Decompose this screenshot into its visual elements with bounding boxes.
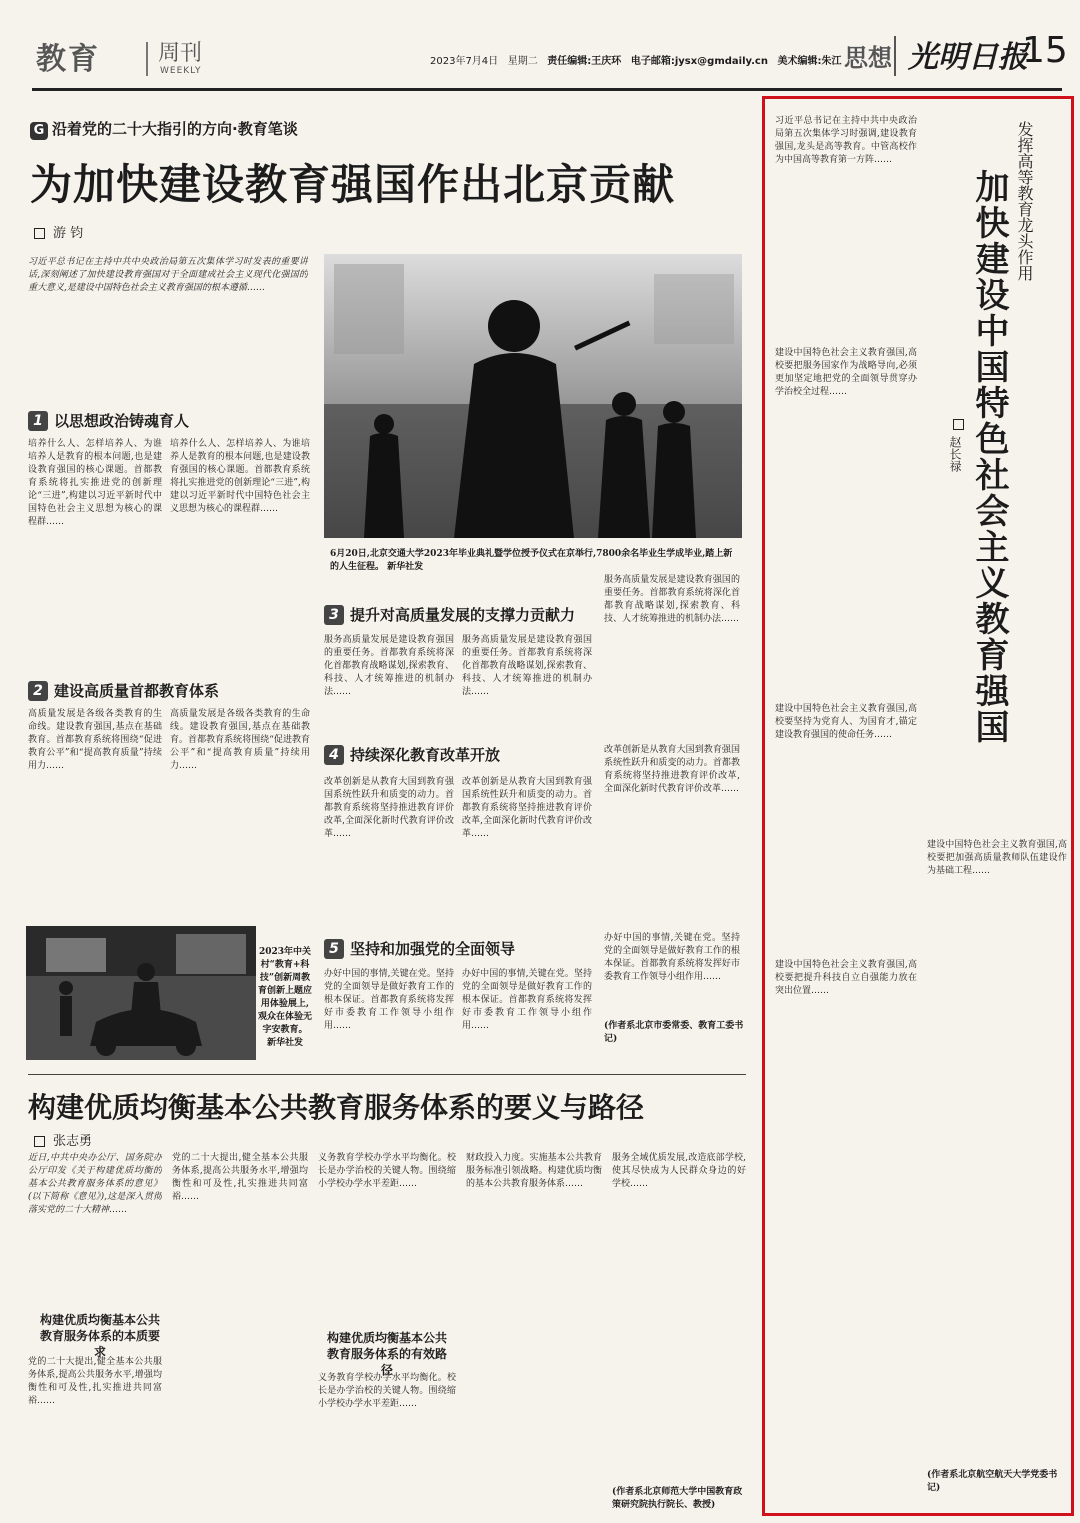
weekly-label-en: WEEKLY <box>160 66 202 76</box>
section-number: 2 <box>28 681 48 701</box>
article3-author: 赵长禄 <box>948 436 962 472</box>
article3-lead: 习近平总书记在主持中共中央政治局第五次集体学习时强调,建设教育强国,龙头是高等教育。中管高校作为中国高等教育第一方阵…… <box>775 116 917 165</box>
article3-body-1: 建设中国特色社会主义教育强国,高校要把服务国家作为战略导向,必须更加坚定地把党的全面领导贯穿办学治校全过程…… <box>775 348 917 397</box>
section3-heading <box>324 604 575 625</box>
masthead-logo: 光明日报 <box>908 40 1028 75</box>
header-divider <box>146 42 148 76</box>
section1-body: 培养什么人、怎样培养人、为谁培养人是教育的根本问题,也是建设教育强国的核心课题。首都教育系统将扎实推进党的创新理论“三进”,构建以习近平新时代中国特色社会主义思想为核心的课程群…… <box>28 439 162 527</box>
article3-box <box>762 96 1074 1516</box>
section3-body: 服务高质量发展是建设教育强国的重要任务。首都教育系统将深化首都教育战略谋划,探索教育、科技、人才统筹推进的机制办法…… <box>324 635 454 697</box>
section4-body-col3: 改革创新是从教育大国到教育强国系统性跃升和质变的动力。首都教育系统将坚持推进教育评价改革,全面深化新时代教育评价改革…… <box>604 745 740 794</box>
issue-date: 2023年7月4日 <box>430 56 499 67</box>
article2-body-2: 党的二十大提出,健全基本公共服务体系,提高公共服务水平,增强均衡性和可及性,扎实推进共同富裕…… <box>172 1153 308 1202</box>
article2-author: 张志勇 <box>53 1134 93 1149</box>
article3-author-note: (作者系北京航空航天大学党委书记) <box>927 1470 1058 1493</box>
article1-lead: 习近平总书记在主持中共中央政治局第五次集体学习时发表的重要讲话,深刻阐述了加快建设教育强国对于全面建成社会主义现代化强国的重大意义,是建设中国特色社会主义教育强国的根本遵循…… <box>28 257 308 293</box>
section1-body-col2: 培养什么人、怎样培养人、为谁培养人是教育的根本问题,也是建设教育强国的核心课题。首都教育系统将扎实推进党的创新理论“三进”,构建以习近平新时代中国特色社会主义思想为核心的课程群…… <box>170 439 310 514</box>
article3-title: 加快建设中国特色社会主义教育强国 <box>969 169 1009 745</box>
article1-author: 游 钧 <box>53 226 84 241</box>
article3-kicker: 发挥高等教育龙头作用 <box>1015 121 1034 281</box>
section-title: 持续深化教育改革开放 <box>350 746 501 764</box>
section-name: 教育 <box>36 42 100 77</box>
art-editor: 美术编辑:朱江 <box>777 56 842 67</box>
section-title: 以思想政治铸魂育人 <box>54 412 190 430</box>
section2-heading <box>28 680 219 701</box>
article3-body-2: 建设中国特色社会主义教育强国,高校要坚持为党育人、为国育才,锚定建设教育强国的使命任务…… <box>775 704 917 740</box>
section2-body-col2: 高质量发展是各级各类教育的生命线。建设教育强国,基点在基础教育。首都教育系统将围绕“促进教育公平”和“提高教育质量”持续用力…… <box>170 709 310 771</box>
article2-body-3: 义务教育学校办学水平均衡化。校长是办学治校的关键人物。围绕缩小学校办学水平差距…… <box>318 1153 456 1189</box>
article2-body-6: 服务全域优质发展,改造底部学校,使其尽快成为人民群众身边的好学校…… <box>612 1153 746 1189</box>
article2-subheading-2: 构建优质均衡基本公共教育服务体系的有效路径 <box>326 1331 447 1377</box>
article1-author-note: (作者系北京市委常委、教育工委书记) <box>604 1021 744 1044</box>
section4-heading <box>324 744 500 765</box>
page-number: 15 <box>1022 30 1068 71</box>
section3-body-col2: 服务高质量发展是建设教育强国的重要任务。首都教育系统将深化首都教育战略谋划,探索教育、科技、人才统筹推进的机制办法…… <box>462 635 592 697</box>
article3-byline <box>947 419 964 472</box>
category-label: 思想 <box>844 44 892 72</box>
section5-heading <box>324 938 515 959</box>
article2-body-4: 义务教育学校办学水平均衡化。校长是办学治校的关键人物。围绕缩小学校办学水平差距…… <box>318 1373 456 1409</box>
graduation-photo <box>324 254 742 538</box>
section-number: 4 <box>324 745 344 765</box>
section5-body-col2: 办好中国的事情,关键在党。坚持党的全面领导是做好教育工作的根本保证。首都教育系统将发挥好市委教育工作领导小组作用…… <box>462 969 592 1031</box>
section5-body: 办好中国的事情,关键在党。坚持党的全面领导是做好教育工作的根本保证。首都教育系统将发挥好市委教育工作领导小组作用…… <box>324 969 454 1031</box>
article2-byline <box>34 1130 92 1149</box>
g-logo-icon: G <box>30 122 48 140</box>
issue-meta <box>430 52 842 67</box>
section-title: 提升对高质量发展的支撑力贡献力 <box>350 606 576 624</box>
article2-subheading-1: 构建优质均衡基本公共教育服务体系的本质要求 <box>40 1313 161 1359</box>
section4-body-col2: 改革创新是从教育大国到教育强国系统性跃升和质变的动力。首都教育系统将坚持推进教育评价改革,全面深化新时代教育评价改革…… <box>462 777 592 839</box>
article2-body-1: 党的二十大提出,健全基本公共服务体系,提高公共服务水平,增强均衡性和可及性,扎实推进共同富裕…… <box>28 1357 162 1406</box>
photo2-credit: 新华社发 <box>266 1038 303 1048</box>
issue-weekday: 星期二 <box>507 56 538 67</box>
article1-byline <box>34 222 83 241</box>
section1-heading <box>28 410 189 431</box>
photo1-credit: 新华社发 <box>387 562 424 572</box>
tagline-text: 沿着党的二十大指引的方向·教育笔谈 <box>52 120 298 138</box>
article1-title: 为加快建设教育强国作出北京贡献 <box>30 160 676 209</box>
photo1-caption <box>330 548 740 574</box>
article-divider <box>28 1074 746 1075</box>
email: 电子邮箱:jysx@gmdaily.cn <box>630 56 768 67</box>
section-title: 建设高质量首都教育体系 <box>54 682 220 700</box>
section-number: 5 <box>324 939 344 959</box>
article2-author-note: (作者系北京师范大学中国教育政策研究院执行院长、教授) <box>612 1487 743 1510</box>
editor: 责任编辑:王庆环 <box>547 56 622 67</box>
section-number: 1 <box>28 411 48 431</box>
section4-body: 改革创新是从教育大国到教育强国系统性跃升和质变的动力。首都教育系统将坚持推进教育评价改革,全面深化新时代教育评价改革…… <box>324 777 454 839</box>
column-tagline <box>30 118 298 140</box>
section3-body-col3: 服务高质量发展是建设教育强国的重要任务。首都教育系统将深化首都教育战略谋划,探索教育、科技、人才统筹推进的机制办法…… <box>604 575 740 624</box>
photo2-caption-text: 2023年中关村“教育+科技”创新周教育创新上题应用体验展上,观众在体验无字安教育。 <box>258 947 313 1035</box>
article2-title: 构建优质均衡基本公共教育服务体系的要义与路径 <box>28 1091 645 1124</box>
section5-body-col3: 办好中国的事情,关键在党。坚持党的全面领导是做好教育工作的根本保证。首都教育系统将发挥好市委教育工作领导小组作用…… <box>604 933 740 982</box>
article2-body-5: 财政投入力度。实施基本公共教育服务标准引领战略。构建优质均衡的基本公共教育服务体系…… <box>466 1153 602 1189</box>
article3-body-3: 建设中国特色社会主义教育强国,高校要把提升科技自立自强能力放在突出位置…… <box>775 960 917 996</box>
exhibition-photo <box>26 926 256 1060</box>
article3-body-4: 建设中国特色社会主义教育强国,高校要把加强高质量教师队伍建设作为基础工程…… <box>927 840 1067 876</box>
section2-body: 高质量发展是各级各类教育的生命线。建设教育强国,基点在基础教育。首都教育系统将围绕“促进教育公平”和“提高教育质量”持续用力…… <box>28 709 162 771</box>
page-header <box>32 30 1068 91</box>
article2-lead: 近日,中共中央办公厅、国务院办公厅印发《关于构建优质均衡的基本公共教育服务体系的意见》(以下简称《意见》),这是深入贯彻落实党的二十大精神…… <box>28 1153 162 1215</box>
header-divider-2 <box>894 36 896 76</box>
photo1-caption-text: 6月20日,北京交通大学2023年毕业典礼暨学位授予仪式在京举行,7800余名毕业生学成毕业,踏上新的人生征程。 <box>330 549 733 572</box>
section-title: 坚持和加强党的全面领导 <box>350 940 516 958</box>
section-number: 3 <box>324 605 344 625</box>
weekly-label: 周刊 <box>158 41 203 66</box>
photo2-caption <box>258 946 312 1050</box>
